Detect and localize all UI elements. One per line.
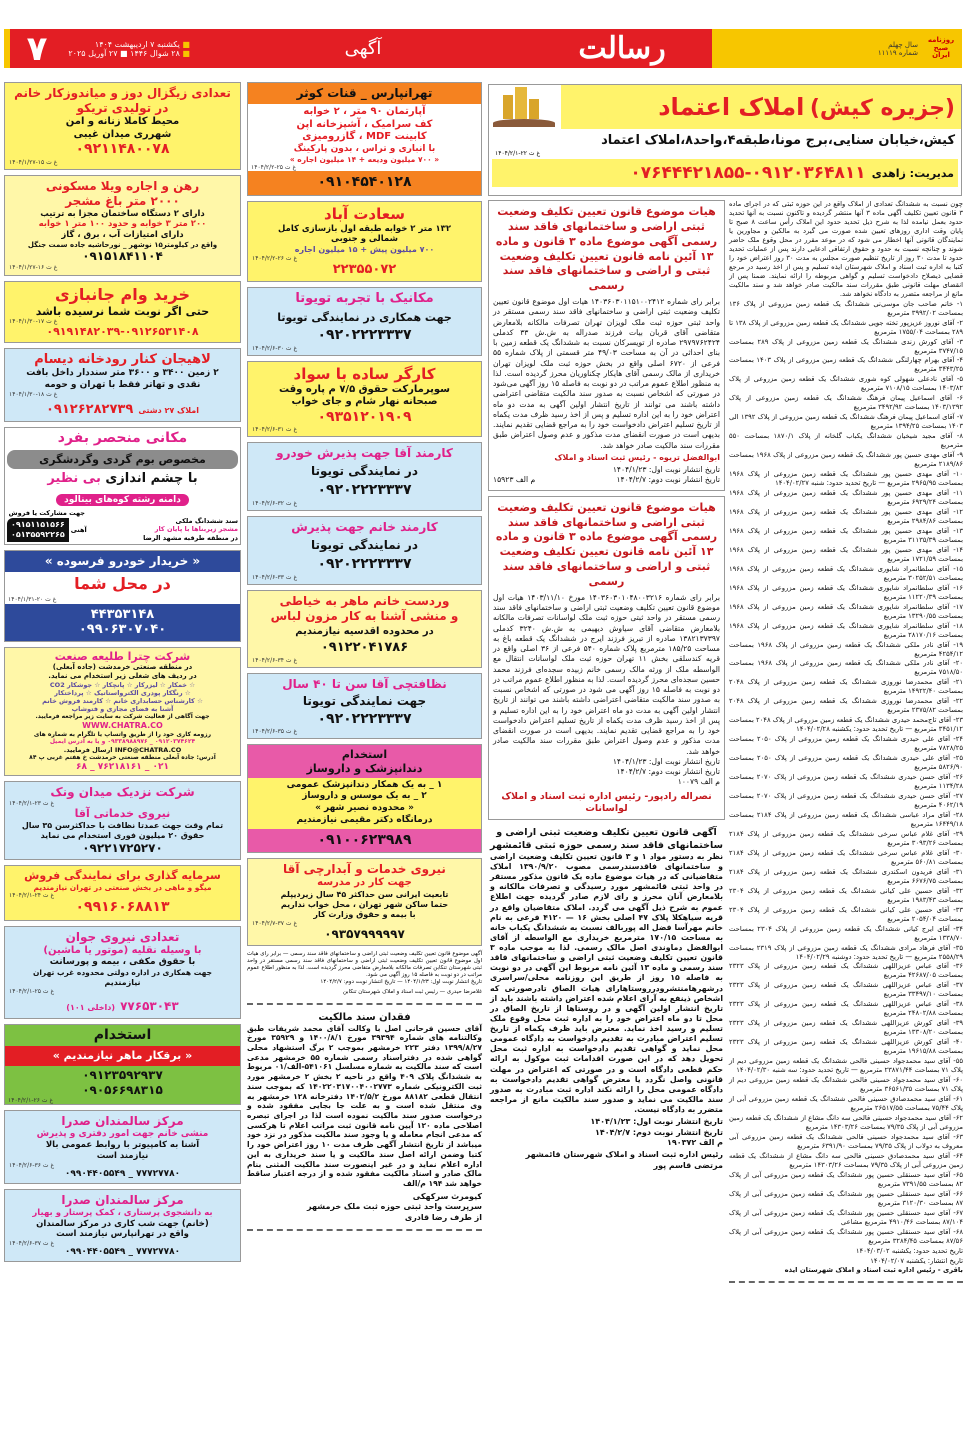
ad-sadra-nurse: مرکز سالمندان صدرا به دانشجوی پرستاری ، کمک پرستار و بهیار (خانم) جهت شب کاری در مرکز سالمندان واقع در تهرانپارس نیازمند است غ ت ۳۷-۱۴۰۴/۲/۶ ۷۷۷۲۷۷۸۰ _ ۰۹۹۰۴۴۰۵۵۴۹ xyxy=(4,1189,241,1262)
notice-item: ۱۰- آقای مهدی حسین پور ششدانگ یک قطعه زمین مزروعی از پلاک ۱۹۶۸ بمساحت ۲۹۶۵/۹۵ مترمربع — تاریخ تحدید حدود: شنبه ۱۴۰۴/۰۲/۲۷ xyxy=(729,470,963,488)
masthead xyxy=(4,29,962,68)
ad-saadatabad: سعادت آباد ۱۳۲ متر ۲ خوابه طبقه اول بازسازی کامل شمالی و جنوبی ۷۰۰ میلیون پیش + ۱۵ میلیون اجاره غ ت ۲۶-۱۴۰۴/۲/۲ ۲۲۳۵۵۰۷۲ xyxy=(247,201,482,282)
notice-title: فقدان سند مالکیت xyxy=(318,1011,411,1023)
ad-code: غ ت ۲۴-۱۴۰۴/۲/۱ xyxy=(9,891,55,899)
notice-item: ۶۳- آقای سید محمدجواد حسینی فالحی ششدانگ یک قطعه زمین مزروعی آبی معروف به دولاب از پلاک ۷۹/۳۵ بمساحت ۶۳۹۱/۹۰ مترمربع xyxy=(729,1132,963,1150)
date-persian: ■ یکشنبه ۷ اردیبهشت ۱۴۰۴ xyxy=(64,40,190,49)
notice-item: ۱۸- آقای سلطانمراد شایوری ششدانگ یک قطعه زمین مزروعی از پلاک ۱۹۶۸ بمساحت ۲۸۱۷۰/۱۶ مترمربع xyxy=(729,621,963,639)
notice-item: ۲۷- آقای حسن حیدری ششدانگ یک قطعه زمین مزروعی از پلاک ۲۰۷۰ بمساحت ۴۰۶۲/۱۹ مترمربع xyxy=(729,792,963,809)
ad-toyota-cleaner: نظافتچی آقا سن تا ۴۰ سال جهت نمایندگی تویوتا ۰۹۲۰۲۲۲۳۳۳۷ غ ت ۳۵-۱۴۰۴/۲/۶ xyxy=(247,673,482,740)
phone: ۰۹۱۰۴۵۴۰۱۲۸ xyxy=(248,171,481,195)
notice-item: ۱۱- آقای مهدی حسین پور ششدانگ یک قطعه زمین مزروعی از پلاک ۱۹۶۸ بمساحت ۶۹۲۹/۲۴ مترمربع xyxy=(729,489,963,506)
notice-item: ۶۶- آقای سید حسنقلی حسین پور ششدانگ یک قطعه زمین مزروعی آبی از پلاک ۸۷ بمساحت ۳۱۲۰/۳۰ مترمربع xyxy=(729,1189,963,1207)
banner-title: املاک اعتماد xyxy=(658,93,805,121)
ad-code: غ ت ۳۰-۱۴۰۴/۲/۶ xyxy=(252,344,298,352)
notice-item: ۳۵- آقای فرهاد مرادی ششدانگ یک قطعه زمین مزروعی از پلاک ۲۳۱۹ بمساحت ۲۵۵۸/۲۹ مترمربع — تاریخ تحدید حدود: دوشنبه ۱۴۰۴/۰۲/۲۹ xyxy=(729,943,963,961)
banner-phones: ۰۷۶۴۴۴۲۱۸۵۵-۰۹۱۲۰۳۶۴۸۱۱ xyxy=(630,163,866,184)
notice-item: ۷- آقای اسماعیل پیمان فرهنگ ششدانگ یک قطعه زمین مزروعی از پلاک ۱۳۹۲ الی ۱۴۰۳ بمساحت ۱۳۹۴/۲۵ مترمربع xyxy=(729,413,963,431)
newspaper-logo: رسالت xyxy=(532,29,712,68)
phone: ۰۹۲۰۲۲۲۳۳۳۷ xyxy=(317,327,412,344)
issue-info xyxy=(712,29,962,68)
notice-item: ۳۴- آقای ایرج کیانی ششدانگ یک قطعه زمین مزروعی از پلاک ۲۳۰۴ بمساحت ۱۳۳۸/۷۰ مترمربع xyxy=(729,924,963,942)
notice-item: ۸- آقای مجید شیخیان ششدانگ یکباب گلخانه از پلاک ۱۸۷۰/۱ بمساحت ۵۵۰ مترمربع xyxy=(729,432,963,450)
ad-seafood-investment: سرمایه گذاری برای نمایندگی فروش میگو و ماهی در بخش صنعتی در تهران نیازمندیم غ ت ۲۴-۱۴۰۴/۲/۱ ۰۹۹۱۶۰۶۸۸۱۳ xyxy=(4,865,241,921)
notice-item: ۲۲- آقای محمدرضا نوروزی ششدانگ یک قطعه زمین مزروعی از پلاک ۲۰۴۸ بمساحت ۲۳۷۵/۸۲ مترمربع xyxy=(729,697,963,715)
ad-code: غ ت ۲۶-۱۴۰۴/۲/۲ xyxy=(252,254,298,262)
notice-title: آگهی قانون تعیین تکلیف وضعیت ثبتی اراضی و ساختمانهای فاقد سند رسمی حوزه ثبتی قائمشهر xyxy=(490,827,723,851)
phone: ۰۵۱۳۵۵۹۲۲۶۵ xyxy=(11,529,65,539)
ad-toyota-mechanic: مکانیک با تجربه تویوتا جهت همکاری در نمایندگی تویوتا ۰۹۲۰۲۲۲۳۳۳۷ غ ت ۳۰-۱۴۰۴/۲/۶ xyxy=(247,287,482,356)
notice-item: ۶۴- آقای سید محمدصادق حسینی فالحی سه دانگ مشاع از ششدانگ یک قطعه زمین مزروعی آبی از پلاک ۷۹/۳۵ بمساحت ۱۴۳۰۳/۲۶ مترمربع xyxy=(729,1151,963,1169)
notice-items xyxy=(729,300,963,1246)
ad-ecotourism: مکانی منحصر بفرد مخصوص بوم گردی وگردشگری با چشم اندازی بی نظیر دامنه رشته کوه‌های بینالود سند ششدانگ ملکی مشجر زیربناها با پایان کار در منطقه طرقبه مشهد الرضا جهت مشارکت یا فروش آهنی ۰۹۱۵۱۱۵۱۵۶۶ ۰۵۱۳۵۵۹۲۲۶۵ xyxy=(4,427,241,545)
phone: ۰۹۱۹۱۴۸۲۰۳۹-۰۹۱۲۶۵۳۱۴۰۸ xyxy=(46,325,199,339)
phone: ۰۹۱۲۲۰۴۱۷۸۶ xyxy=(320,640,409,656)
notice-item: ۶۵- آقای سید حسنقلی حسین پور ششدانگ یک قطعه زمین مزروعی آبی از پلاک ۸۲ بمساحت ۷۳۹۱/۵۵ مترمربع xyxy=(729,1170,963,1188)
notice-item: ۱۲- آقای مهدی حسین پور ششدانگ یک قطعه زمین مزروعی از پلاک ۱۹۶۸ بمساحت ۲۹۸۴/۸۶ مترمربع xyxy=(729,507,963,525)
banner-title-prefix: (جزیره کیش) xyxy=(809,96,955,121)
notice-intro: چون نسبت به ششدانگ تعدادی از املاک واقع در این حوزه ثبتی که در اجرای ماده ۳ قانون تعیین تکلیف آگهی ماده ۳ آنها منتشر گردیده و تاکنون نسبت به آنها تحدید حدود بعمل نیامده لذا به شرح ذیل تحدید حدود این املاک رأس ساعت ۸ صبح تا پایان وقت اداری روزهای تعیین شده صورت می گیرد به مالکین و مجاورین یا نمایندگان قانونی آنها اخطار می شود که در موعد مقرر در محل وقوع ملک حاضر شوند و چنانچه نسبت به حدود و حقوق ارتفاقی ادعایی دارند پس از عملیات تحدید حدود تا مدت ۳۰ روز از تاریخ تنظیم صورت مجلس به مدت ۳۰ روز اعتراض خود را کتبا به اداره ثبت اسناد و املاک شهرستان ایذه تسلیم و پس از اخذ رسید در مرجع قضایی ذیصلاح دادخواست تسلیم و گواهی مربوطه را ارائه نمایند. ضمنا پس از انقضای مهلت قانونی طبق مقررات سند مالکیت صادر خواهد شد و سند مالکیت مانع از مراجعه متضرر به دادگاه نخواهد شد. xyxy=(729,200,963,298)
date-hijri-gregorian: ■ ۲۸ شوال ۱۴۴۶ ■ ۲۷ آوریل ۲۰۲۵ xyxy=(64,49,190,58)
phone: ۰۹۹۱۶۰۶۸۸۱۳ xyxy=(75,899,170,916)
ad-tehranpars-apartment: تهرانپارس _ قنات کوثر آپارتمان ۹۰ متر ، ۲ خوابه کف سرامیک ، آشپزخانه اپن کابینت MDF ، گازرومیزی با انباری و تراس ، بدون پارکینگ « ۷۰۰ میلیون ودیعه + ۱۴ میلیون اجاره » غ ت ۲۵-۱۴۰۴/۲/۲ ۰۹۱۰۴۵۴۰۱۲۸ xyxy=(247,82,482,196)
phone: ۰۹۱۵۱۸۴۱۱۰۴ xyxy=(82,249,163,264)
email-link[interactable]: INFO@CHATRA.CO ارسال فرمایید. xyxy=(63,745,182,754)
ad-kish-etemad-realestate xyxy=(488,84,962,196)
ad-young-workforce: تعدادی نیروی جوان با وسیله نقلیه (موتور یا ماشین) با حقوق مکفی ، بیمه و پورسانت جهت همکاری در اداره دولتی محدوده غرب تهران نیازمندیم غ ت ۲۵-۱۴۰۴/۲/۱ ۷۷۶۵۳۰۴۳ (داخلی ۱۰۱) xyxy=(4,926,241,1019)
ad-code: غ ت ۲۵-۱۴۰۴/۲/۲ xyxy=(251,164,297,172)
notice-item: ۵- آقای نادعلی شهولی کوه شوری ششدانگ یک قطعه زمین مزروعی از پلاک ۱۴۰۳/۸۲ بمساحت ۷۱۰۸/۱۵ مترمربع xyxy=(729,375,963,393)
phone: ۷۷۶۵۳۰۴۳ xyxy=(120,998,179,1013)
ad-dentist-pharmacist: استخدام دندانپزشک و داروساز ۱ _ به یک همکار دندانپزشک عمومی ۲ _ به یک موسس و داروساز « محدوده نصیر شهر » درمانگاه دکتر مقیمی نیازمندیم ۰۹۱۰۰۶۲۳۹۸۹ xyxy=(247,744,482,853)
ad-code: غ ت ۲۲-۱۴۰۴/۲/۱ xyxy=(495,149,541,157)
phone: ۰۹۳۵۱۲۰۱۹۰۹ xyxy=(317,408,412,425)
column-1 xyxy=(4,82,241,1267)
notice-item: ۳۹- آقای کورش عزیزاللهی ششدانگ یک قطعه زمین مزروعی از پلاک ۲۳۲۳ بمساحت ۱۳۳۰۸/۲۰ مترمربع xyxy=(729,1019,963,1037)
ad-electrician: استخدام « برقکار ماهر نیازمندیم » ۰۹۱۲۳۵۹۲۹۳۷ ۰۹۰۵۶۶۹۸۳۱۵ غ ت ۲۶-۱۴۰۴/۲/۱ xyxy=(4,1024,241,1105)
ad-code: غ ت ۱۶-۱۴۰۴/۱/۲۷ xyxy=(9,264,58,272)
section-title: آگهی xyxy=(194,29,532,68)
ad-code: غ ت ۳۶-۱۴۰۴/۲/۶ xyxy=(9,1161,55,1169)
column-4-boundary-notice: چون نسبت به ششدانگ تعدادی از املاک واقع در این حوزه ثبتی که در اجرای ماده ۳ قانون تعیین تکلیف آگهی ماده ۳ آنها منتشر گردیده و تاکنون نسبت به آنها تحدید حدود بعمل نیامده لذا به شرح ذیل تحدید حدود این املاک رأس ساعت ۸ صبح تا پایان وقت اداری روزهای تعیین شده صورت می گیرد به مالکین و مجاورین یا نمایندگان قانونی آنها اخطار می شود که در موعد مقرر در محل وقوع ملک حاضر شوند و چنانچه نسبت به حدود و حقوق ارتفاقی ادعایی دارند پس از عملیات تحدید حدود تا مدت ۳۰ روز از تاریخ تنظیم صورت مجلس به مدت ۳۰ روز اعتراض خود را کتبا به اداره ثبت اسناد و املاک شهرستان ایذه تسلیم و پس از اخذ رسید در مرجع قضایی ذیصلاح دادخواست تسلیم و گواهی مربوطه را ارائه نمایند. ضمنا پس از انقضای مهلت قانونی طبق مقررات سند مالکیت صادر خواهد شد و سند مالکیت مانع از مراجعه متضرر به دادگاه نخواهد شد. ۱- خانم صاحب جان موسی‌نی ششدانگ یک قطعه زمین مزروعی از پلاک ۱۳۶ بمساحت ۳۹۹۲/۰۲ مترمربع ۲- آقای نوروز عزیزپور تخته جویی ششدانگ یک قطعه زمین مزروعی از پلاک ۱۳۸ تا ۲۸۹ بمساحت ۱۷۵۵/۰۴ مترمربع ۳- آقای کورش زندی ششدانگ یک قطعه زمین مزروعی از پلاک ۲۸۹ بمساحت ۳۷۴۷/۱۵ مترمربع ۴- آقای بهرام چهارلنگی ششدانگ یک قطعه زمین مزروعی از پلاک ۱۴۰۳ بمساحت ۳۴۴۳/۲۵ مترمربع ۵- آقای نادعلی شهولی کوه شوری ششدانگ یک قطعه زمین مزروعی از پلاک ۱۴۰۳/۸۲ بمساحت ۷۱۰۸/۱۵ مترمربع ۶- آقای اسماعیل پیمان فرهنگ ششدانگ یک قطعه زمین مزروعی از پلاک ۱۴۰۳/۱۳۹۲ بمساحت ۳۴۹۲/۹۲ مترمربع ۷- آقای اسماعیل پیمان فرهنگ ششدانگ یک قطعه زمین مزروعی از پلاک ۱۳۹۲ الی ۱۴۰۳ بمساحت ۱۳۹۴/۲۵ مترمربع ۸- آقای مجید شیخیان ششدانگ یکباب گلخانه از پلاک ۱۸۷۰/۱ بمساحت ۵۵۰ مترمربع ۹- آقای مهدی حسین پور ششدانگ یک قطعه زمین مزروعی از پلاک ۱۹۶۸ بمساحت ۲۱۸۹/۸۶ مترمربع ۱۰- آقای مهدی حسین پور ششدانگ یک قطعه زمین مزروعی از پلاک ۱۹۶۸ بمساحت ۲۹۶۵/۹۵ مترمربع — تاریخ تحدید حدود: شنبه ۱۴۰۴/۰۲/۲۷ ۱۱- آقای مهدی حسین پور ششدانگ یک قطعه زمین مزروعی از پلاک ۱۹۶۸ بمساحت ۶۹۲۹/۲۴ مترمربع ۱۲- آقای مهدی حسین پور ششدانگ یک قطعه زمین مزروعی از پلاک ۱۹۶۸ بمساحت ۲۹۸۴/۸۶ مترمربع ۱۳- آقای مهدی حسین پور ششدانگ یک قطعه زمین مزروعی از پلاک ۱۹۶۸ بمساحت ۳۱۱۳۵/۳۹ مترمربع ۱۴- آقای مهدی حسین پور ششدانگ یک قطعه زمین مزروعی از پلاک ۱۹۶۸ بمساحت ۱۷۲۱/۵۹ مترمربع ۱۵- آقای سلطانمراد شایوری ششدانگ یک قطعه زمین مزروعی از پلاک ۱۹۶۸ بمساحت ۳۰۲۵۲/۵۱ مترمربع ۱۶- آقای سلطانمراد شایوری ششدانگ یک قطعه زمین مزروعی از پلاک ۱۹۶۸ بمساحت ۱۱۲۲۰/۳۹ مترمربع ۱۷- آقای سلطانمراد شایوری ششدانگ یک قطعه زمین مزروعی از پلاک ۱۹۶۸ بمساحت ۱۳۲۹۰/۵۵ مترمربع ۱۸- آقای سلطانمراد شایوری ششدانگ یک قطعه زمین مزروعی از پلاک ۱۹۶۸ بمساحت ۲۸۱۷۰/۱۶ مترمربع ۱۹- آقای نادر ملکی ششدانگ یک قطعه زمین مزروعی از پلاک ۱۹۶۸ بمساحت ۴۲۵۴/۱۲ مترمربع ۲۰- آقای نادر ملکی ششدانگ یک قطعه زمین مزروعی از پلاک ۱۹۶۸ بمساحت ۷۵۱۸/۵۰ مترمربع ۲۱- آقای محمدرضا نوروزی ششدانگ یک قطعه زمین مزروعی از پلاک ۲۰۴۸ بمساحت ۱۴۹۲۲/۴۰ مترمربع ۲۲- آقای محمدرضا نوروزی ششدانگ یک قطعه زمین مزروعی از پلاک ۲۰۴۸ بمساحت ۲۳۷۵/۸۲ مترمربع ۲۳- آقای تاج‌محمد حیدری ششدانگ یک قطعه زمین مزروعی از پلاک ۲۰۴۸ بمساحت ۳۴۵۱/۱۲ مترمربع — تاریخ تحدید حدود: یکشنبه ۱۴۰۴/۰۲/۲۸ ۲۴- آقای علی حیدری ششدانگ یک قطعه زمین مزروعی از پلاک ۲۰۵۰ بمساحت ۷۸۲۸/۲۵ مترمربع ۲۵- آقای علی حیدری ششدانگ یک قطعه زمین مزروعی از پلاک ۲۰۵۰ بمساحت ۵۸۲۶/۹۰ مترمربع ۲۶- آقای حسن حیدری ششدانگ یک قطعه زمین مزروعی از پلاک ۲۰۷۰ بمساحت ۱۱۳۴/۲۸ مترمربع ۲۷- آقای حسن حیدری ششدانگ یک قطعه زمین مزروعی از پلاک ۲۰۷۰ بمساحت ۴۰۶۲/۱۹ مترمربع ۲۸- آقای مراد عباسی ششدانگ یک قطعه زمین مزروعی از پلاک ۲۱۸۴ بمساحت ۱۶۴۴۹/۱۸ مترمربع ۲۹- آقای غلام عباس سرخی ششدانگ یک قطعه زمین مزروعی از پلاک ۲۱۸۴ بمساحت ۳۰۹۳/۲۶ مترمربع ۳۰- آقای غلام عباس سرخی ششدانگ یک قطعه زمین مزروعی از پلاک ۲۱۸۴ بمساحت ۵۶۰/۸۱ مترمربع ۳۱- آقای فریدون اسکندری ششدانگ یک قطعه زمین مزروعی از پلاک ۲۱۸۴ بمساحت ۶۶۷۶/۷۵ مترمربع ۳۲- آقای حسین علی کیانی ششدانگ یک قطعه زمین مزروعی از پلاک ۲۳۰۴ بمساحت ۱۹۸۳/۴۳ مترمربع ۳۳- آقای حسین علی کیانی ششدانگ یک قطعه زمین مزروعی از پلاک ۲۳۰۴ بمساحت ۲۰۵۴/۰۴ مترمربع ۳۴- آقای ایرج کیانی ششدانگ یک قطعه زمین مزروعی از پلاک ۲۳۰۴ بمساحت ۱۳۳۸/۷۰ مترمربع ۳۵- آقای فرهاد مرادی ششدانگ یک قطعه زمین مزروعی از پلاک ۲۳۱۹ بمساحت ۲۵۵۸/۲۹ مترمربع — تاریخ تحدید حدود: دوشنبه ۱۴۰۴/۰۲/۲۹ ۳۶- آقای عباس عزیزاللهی ششدانگ یک قطعه زمین مزروعی از پلاک ۲۳۲۳ بمساحت ۴۲۶۸۷/۰۵ مترمربع ۳۷- آقای عباس عزیزاللهی ششدانگ یک قطعه زمین مزروعی از پلاک ۲۳۲۳ بمساحت ۳۳۴۹۷/۱۰ مترمربع ۳۸- آقای عباس عزیزاللهی ششدانگ یک قطعه زمین مزروعی از پلاک ۲۳۲۳ بمساحت ۲۴۸۰۲/۸۸ مترمربع ۳۹- آقای کورش عزیزاللهی ششدانگ یک قطعه زمین مزروعی از پلاک ۲۳۲۳ بمساحت ۱۳۳۰۸/۲۰ مترمربع ۴۰- آقای کورش عزیزاللهی ششدانگ یک قطعه زمین مزروعی از پلاک ۲۳۲۳ بمساحت ۱۹۶۱۵/۸۸ مترمربع ۵۵- آقای سید محمدجواد حسینی فالحی ششدانگ یک قطعه زمین مزروعی دیم از پلاک ۷۱ بمساحت ۲۳۸۷۱/۴۴ مترمربع — تاریخ تحدید حدود: سه شنبه ۱۴۰۴/۰۲/۳۰ ۶۰- آقای سید محمدجواد حسینی فالحی ششدانگ یک قطعه زمین مزروعی دیم از پلاک ۷۱ بمساحت ۳۶۵۶۱/۳۵ مترمربع ۶۱- آقای سید محمدصادق حسینی فالحی ششدانگ یک قطعه زمین مزروعی آبی از پلاک ۷۵/۴۴ بمساحت ۲۶۵۱۷/۵۵ مترمربع ۶۲- آقای سید محمدجواد حسینی فالحی سه دانگ مشاع از ششدانگ یک قطعه زمین مزروعی آبی از پلاک ۷۹/۳۵ بمساحت ۱۴۳۰۳/۲۶ مترمربع ۶۳- آقای سید محمدجواد حسینی فالحی ششدانگ یک قطعه زمین مزروعی آبی معروف به دولاب از پلاک ۷۹/۳۵ بمساحت ۶۳۹۱/۹۰ مترمربع ۶۴- آقای سید محمدصادق حسینی فالحی سه دانگ مشاع از ششدانگ یک قطعه زمین مزروعی آبی از پلاک ۷۹/۳۵ بمساحت ۱۴۳۰۳/۲۶ مترمربع ۶۵- آقای سید حسنقلی حسین پور ششدانگ یک قطعه زمین مزروعی آبی از پلاک ۸۲ بمساحت ۷۳۹۱/۵۵ مترمربع ۶۶- آقای سید حسنقلی حسین پور ششدانگ یک قطعه زمین مزروعی آبی از پلاک ۸۷ بمساحت ۳۱۲۰/۳۰ مترمربع ۶۷- آقای سید حسنقلی حسین پور ششدانگ یک قطعه زمین مزروعی آبی از پلاک ۸۷/۱۰۴ بمساحت ۴۹۱۰/۴۶ مترمربع مشاعی ۶۸- آقای سید حسنقلی حسین پور ششدانگ یک قطعه زمین مزروعی آبی از پلاک ۸۷/۵۶ بمساحت ۳۲۸۴/۴۵ مترمربع تاریخ تحدید حدود: یکشنبه ۱۴۰۴/۰۳/۰۲ تاریخ انتشار: یکشنبه ۱۴۰۴/۰۲/۰۷ باقری - رئیس اداره ثبت اسناد و املاک شهرستان ایذه xyxy=(729,200,963,1289)
phone: ۰۹۲۱۱۴۸۰۰۷۸ xyxy=(75,141,170,157)
notice-item: ۲۹- آقای غلام عباس سرخی ششدانگ یک قطعه زمین مزروعی از پلاک ۲۱۸۴ بمساحت ۳۰۹۳/۲۶ مترمربع xyxy=(729,829,963,847)
ad-villa-rent: رهن و اجاره ویلا مسکونی ۲۰۰۰ متر باغ مشجر دارای ۲ دستگاه ساختمان مجزا به ترتیب ۲۰۰ متر ۳ خوابه و حدود ۱۰۰ متر ۱ خوابه دارای امتیازات آب ، برق ، گاز واقع در کیلومتر۱۵ نوشهر _ نورحاشیه جاده سمت جنگل ۰۹۱۵۱۸۴۱۱۰۴ غ ت ۱۶-۱۴۰۴/۱/۲۷ xyxy=(4,175,241,276)
notice-item: ۱- خانم صاحب جان موسی‌نی ششدانگ یک قطعه زمین مزروعی از پلاک ۱۳۶ بمساحت ۳۹۹۲/۰۲ مترمربع xyxy=(729,299,963,317)
issue-number: شماره ۱۱۱۱۹ xyxy=(877,48,918,57)
ad-old-car-buyer: « خریدار خودرو فرسوده » در محل شما غ ت ۲۰-۱۴۰۴/۱/۳۱ ۴۴۳۵۳۱۴۸ ۰۹۹۰۶۳۰۷۰۴۰ xyxy=(4,550,241,641)
website-link[interactable]: WWW.CHATRA.CO xyxy=(82,720,163,730)
column-3 xyxy=(488,200,725,1173)
notice-item: ۴- آقای بهرام چهارلنگی ششدانگ یک قطعه زمین مزروعی از پلاک ۱۴۰۳ بمساحت ۳۴۴۳/۲۵ مترمربع xyxy=(729,356,963,374)
ad-code: غ ت ۳۷-۱۴۰۴/۲/۶ xyxy=(9,1239,55,1247)
phone: ۰۹۳۵۷۹۹۹۹۹۷ xyxy=(324,926,405,941)
notice-item: ۶۲- آقای سید محمدجواد حسینی فالحی سه دانگ مشاع از ششدانگ یک قطعه زمین مزروعی آبی از پلاک ۷۹/۳۵ بمساحت ۱۴۳۰۳/۲۶ مترمربع xyxy=(729,1113,963,1131)
notice-item: ۳۷- آقای عباس عزیزاللهی ششدانگ یک قطعه زمین مزروعی از پلاک ۲۳۲۳ بمساحت ۳۳۴۹۷/۱۰ مترمربع xyxy=(729,981,963,999)
notice-item: ۶۸- آقای سید حسنقلی حسین پور ششدانگ یک قطعه زمین مزروعی آبی از پلاک ۸۷/۵۶ بمساحت ۳۲۸۴/۴۵ مترمربع xyxy=(729,1227,963,1245)
notice-item: ۳- آقای کورش زندی ششدانگ یک قطعه زمین مزروعی از پلاک ۲۸۹ بمساحت ۳۷۴۷/۱۵ مترمربع xyxy=(729,337,963,355)
notice-item: ۲۴- آقای علی حیدری ششدانگ یک قطعه زمین مزروعی از پلاک ۲۰۵۰ بمساحت ۷۸۲۸/۲۵ مترمربع xyxy=(729,735,963,753)
notice-item: ۵۵- آقای سید محمدجواد حسینی فالحی ششدانگ یک قطعه زمین مزروعی دیم از پلاک ۷۱ بمساحت ۲۳۸۷۱/۴۴ مترمربع — تاریخ تحدید حدود: سه شنبه ۱۴۰۴/۰۲/۳۰ xyxy=(729,1057,963,1075)
ad-sadra-secretary: مرکز سالمندان صدرا منشی خانم جهت امور دفتری و پذیرش آشنا به کامپیوتر با روابط عمومی بالا نیازمند است غ ت ۳۶-۱۴۰۴/۲/۶ ۷۷۷۲۷۷۸۰ _ ۰۹۹۰۴۴۰۵۵۴۹ xyxy=(4,1110,241,1184)
ad-lahijan-land: لاهیجان کنار رودخانه دیسام ۲ زمین ۳۴۰۰ و ۳۶۰۰ متر سنددار داخل بافت نقدی و تهاتر فقط با تهران و حومه غ ت ۱۸-۱۴۰۴/۱/۳۰ املاک ۲۷ دشتی ۰۹۱۲۶۲۸۲۷۳۹ xyxy=(4,348,241,422)
ad-code: غ ت ۲۵-۱۴۰۴/۲/۱ xyxy=(9,987,55,995)
notice-title: هیات موضوع قانون تعیین تکلیف وضعیت ثبتی اراضی و ساختمانهای فاقد سند رسمی آگهی موضوع ماده ۳ قانون و ماده ۱۳ آئین نامه قانون تعیین تکلیف وضعیت ثبتی و اراضی و ساختمانهای فاقد سند رسمی xyxy=(495,500,718,588)
notice-item: ۳۸- آقای عباس عزیزاللهی ششدانگ یک قطعه زمین مزروعی از پلاک ۲۳۲۳ بمساحت ۲۴۸۰۲/۸۸ مترمربع xyxy=(729,1000,963,1018)
ad-supermarket-worker: کارگر ساده با سواد سوپرمارکت حقوق ۷/۵ م پاره وقت صبحانه نهار شام و جای خواب ۰۹۳۵۱۲۰۱۹۰۹ غ ت ۳۱-۱۴۰۴/۲/۶ xyxy=(247,361,482,437)
phone: ۰۹۱۰۰۶۲۳۹۸۹ xyxy=(248,829,481,853)
ad-code: غ ت ۲۳-۱۴۰۴/۲/۱ xyxy=(9,799,55,807)
brand-label: روزنامه صبح ایران xyxy=(927,35,955,60)
notice-item: ۱۷- آقای سلطانمراد شایوری ششدانگ یک قطعه زمین مزروعی از پلاک ۱۹۶۸ بمساحت ۱۳۲۹۰/۵۵ مترمربع xyxy=(729,602,963,620)
ad-knitting: تعدادی زیگزال دوز و میاندوزکار خانم در تولیدی تریکو محیط کاملا زنانه و امن شهرری میدان غیبی ۰۹۲۱۱۴۸۰۰۷۸ غ ت ۱۵-۱۴۰۴/۱/۲۷ xyxy=(4,82,241,170)
notice-title: هیات موضوع قانون تعیین تکلیف وضعیت ثبتی اراضی و ساختمانهای فاقد سند رسمی آگهی موضوع ماده ۳ قانون و ماده ۱۳ آئین نامه قانون تعیین تکلیف وضعیت ثبتی و اراضی و ساختمانهای فاقد سند رسمی xyxy=(495,205,718,293)
notice-item: ۳۰- آقای غلام عباس سرخی ششدانگ یک قطعه زمین مزروعی از پلاک ۲۱۸۴ بمساحت ۵۶۰/۸۱ مترمربع xyxy=(729,848,963,866)
phone: ۴۴۳۵۳۱۴۸ xyxy=(90,606,155,622)
phone: ۰۹۲۰۲۲۲۳۳۳۷ xyxy=(317,482,412,499)
ad-code: غ ت ۱۷-۱۴۰۴/۱/۳۰ xyxy=(9,318,58,326)
notice-item: ۳۶- آقای عباس عزیزاللهی ششدانگ یک قطعه زمین مزروعی از پلاک ۲۳۲۳ بمساحت ۴۲۶۸۷/۰۵ مترمربع xyxy=(729,962,963,980)
legal-notice-lavizan: هیات موضوع قانون تعیین تکلیف وضعیت ثبتی اراضی و ساختمانهای فاقد سند رسمی آگهی موضوع ماده ۳ قانون و ماده ۱۳ آئین نامه قانون تعیین تکلیف وضعیت ثبتی و اراضی و ساختمانهای فاقد سند رسمی برابر رای شماره ۱۴۰۳۶۰۳۰۱۱۵۱۰۰۲۴۱۲ هیات اول موضوع قانون تعیین تکلیف وضعیت ثبتی اراضی و ساختمانهای فاقد سند رسمی مستقر در واحد ثبتی حوزه ثبت ملک لویزان تهران تصرفات مالکانه بلامعارض متقاضی آقای قربان بیات فرزند صدراله به ش.ش ۳۳ کدملی ۲۹۷۹۷۶۲۴۲۴ صادره از تویسرکان نسبت به ششدانگ یک قطعه زمین با بنای احداثی در آن به مساحت ۴۹/۰۳ متر قسمتی از پلاک شماره ۵۵ فرعی از ۶۷۲۰ اصلی واقع در بخش حوزه ثبت ملک لویزان تهران خریداری از مالک رسمی آقای هایکار چکناوریان محرز گردیده است. لذا به منظور اطلاع عموم مراتب در دو نوبت به فاصله ۱۵ روز آگهی می‌شود در صورتی که اشخاص نسبت به صدور سند مالکیت متقاضی اعتراضی داشته باشند می توانند از تاریخ انتشار اولین آگهی به مدت دو ماه اعتراض خود را به این اداره تسلیم و پس از اخذ رسید ظرف مدت یکماه از تاریخ تسلیم اعتراض دادخواست خود را به مراجع قضایی تقدیم نمایند. بدیهی است در صورت انقضای مدت مذکور و عدم وصول اعتراض طبق مقررات سند مالکیت صادر خواهد شد. ابوالفضل تریوه - رئیس ثبت اسناد و املاک تاریخ انتشار نوبت اول: ۱۴۰۴/۱/۲۳ تاریخ انتشار نوبت دوم: ۱۴۰۴/۲/۷ م الف ۱۵۹۲۳ xyxy=(488,200,725,491)
ad-car-reception-male: کارمند آقا جهت پذیرش خودرو در نمایندگی تویوتا ۰۹۲۰۲۲۲۳۳۳۷ غ ت ۳۲-۱۴۰۴/۲/۶ xyxy=(247,442,482,511)
banner-manager: مدیریت: زاهدی xyxy=(871,166,954,180)
notice-item: ۶۱- آقای سید محمدصادق حسینی فالحی ششدانگ یک قطعه زمین مزروعی آبی از پلاک ۷۵/۴۴ بمساحت ۲۶۵۱۷/۵۵ مترمربع xyxy=(729,1095,963,1112)
phone: ۰۲۱ _ ۷۶۲۱۸۱۶۱ _ ۶۸ xyxy=(76,761,169,772)
notice-item: ۱۵- آقای سلطانمراد شایوری ششدانگ یک قطعه زمین مزروعی از پلاک ۱۹۶۸ بمساحت ۳۰۲۵۲/۵۱ مترمربع xyxy=(729,564,963,582)
legal-notice-lavasanat: هیات موضوع قانون تعیین تکلیف وضعیت ثبتی اراضی و ساختمانهای فاقد سند رسمی آگهی موضوع ماده ۳ قانون و ماده ۱۳ آئین نامه قانون تعیین تکلیف وضعیت ثبتی و اراضی و ساختمانهای فاقد سند رسمی برابر رای شماره ۱۴۰۳۶۰۳۰۱۰۴۸۰۰۳۲۱۶ مورخ ۱۴۰۳/۱۱/۱۰ هیات اول موضوع قانون تعیین تکلیف وضعیت ثبتی اراضی و ساختمانهای فاقد سند رسمی مستقر در واحد ثبتی حوزه ثبت ملک لواسانات تصرفات مالکانه بلامعارض متقاضی آقای سیاوش دیهیمی به ش.ش ۳۲۴۰ کدملی ۱۳۸۲۱۳۷۳۹۷ صادره از تبریز فرزند ایرج در ششدانگ یک قطعه باغ به مساحت ۱۸۵/۲۵ مترمربع پلاک شماره ۵۴۰ فرعی از ۳۶ اصلی واقع در قریه کندسلقی بخش ۱۱ تهران حوزه ثبت ملک لواسانات انتقال مع الواسطه ملک از ورثه مالک رسمی خانم زبیده سجده‌ای فرزند محمد حسین سجده‌ای محرز گردیده است. لذا به منظور اطلاع عموم مراتب در دو نوبت به فاصله ۱۵ روز آگهی می شود در صورتی که اشخاص نسبت به صدور سند مالکیت متقاضی اعتراضی داشته باشند می توانند از تاریخ انتشار اولین آگهی به مدت دو ماه اعتراض خود را به این اداره تسلیم و پس از اخذ رسید ظرف مدت یکماه از تاریخ تسلیم اعتراض دادخواست خود را به مراجع قضایی تقدیم نمایند. بدیهی است در صورت انقضای مدت مذکور و عدم وصول اعتراض طبق مقررات سند مالکیت صادر خواهد شد. تاریخ انتشار نوبت اول: ۱۴۰۴/۱/۲۳ تاریخ انتشار نوبت دوم: ۱۴۰۴/۲/۷ م الف ۱۰۰۷۹ نصراله رادپور- رئیس اداره ثبت اسناد و املاک لواسانات xyxy=(488,496,725,821)
notice-item: ۱۹- آقای نادر ملکی ششدانگ یک قطعه زمین مزروعی از پلاک ۱۹۶۸ بمساحت ۴۲۵۴/۱۲ مترمربع xyxy=(729,640,963,658)
ad-code: غ ت ۳۵-۱۴۰۴/۲/۶ xyxy=(252,728,298,736)
phone: ۰۹۱۵۱۱۵۱۵۶۶ xyxy=(11,519,65,529)
phone: ۰۹۱۲۳۵۹۲۹۳۷ xyxy=(82,1068,163,1083)
ad-code: غ ت ۳۴-۱۴۰۴/۲/۶ xyxy=(252,656,298,664)
notice-item: ۶- آقای اسماعیل پیمان فرهنگ ششدانگ یک قطعه زمین مزروعی از پلاک ۱۴۰۳/۱۳۹۲ بمساحت ۳۴۹۲/۹۲ مترمربع xyxy=(729,394,963,412)
ad-code: غ ت ۲۶-۱۴۰۴/۲/۱ xyxy=(8,1096,54,1104)
legal-notice-tonekabon: آگهی موضوع قانون تعیین تکلیف وضعیت ثبتی اراضی و ساختمانهای فاقد سند رسمی — برابر رای هیات اول موضوع قانون تعیین تکلیف وضعیت ثبتی اراضی و ساختمانهای فاقد سند رسمی مستقر در واحد ثبتی شهرستان تنکابن تصرفات مالکانه بلامعارض متقاضی محرز گردیده است. لذا به منظور اطلاع عموم مراتب در دو نوبت به فاصله ۱۵ روز آگهی می شود. تاریخ انتشار نوبت اول: ۱۴۰۴/۱/۲۳ — تاریخ انتشار نوبت دوم: ۱۴۰۴/۲/۷ غلامرضا حیدری — رئیس ثبت اسناد و املاک شهرستان تنکابن xyxy=(247,950,482,996)
ad-vanak-services: شرکت نزدیک میدان ونک غ ت ۲۳-۱۴۰۴/۲/۱ نیروی خدماتی آقا تمام وقت جهت عمدتا نظافت با حداکثرسن ۳۵ سال حقوق ۲۰ میلیون فوری استخدام می نماید ۰۹۲۲۱۷۲۵۲۷۰ xyxy=(4,781,241,860)
notice-item: ۲۱- آقای محمدرضا نوروزی ششدانگ یک قطعه زمین مزروعی از پلاک ۲۰۴۸ بمساحت ۱۴۹۲۲/۴۰ مترمربع xyxy=(729,678,963,696)
phone: ۰۹۹۰۶۳۰۷۰۴۰ xyxy=(78,622,167,638)
ad-code: غ ت ۳۷-۱۴۰۴/۲/۷ xyxy=(252,919,298,927)
ad-chatra-company: شرکت چترا طلیعه صنعت در منطقه صنعتی خرمدشت (جاده آبعلی) در ردیف های شغلی زیر استخدام می نماید. ☆ خمکار ☆ لیزرکار ☆ پانچکار ☆ جوشکار CO2 ☆ رنگکار پودری الکترواستاتیک ☆ پرداختکار ☆ کارشناس حسابداری خانم ☆ کارمند فروش خانم آشنا به فضای مجازی و فتوشاپ جهت آگاهی از فعالیت شرکت به سایت زیر مراجعه فرمایید. WWW.CHATRA.CO رزومه کاری خود را از طریق واتساپ یا تلگرام به شماره های ۰۹۱۲۰۳۷۴۶۲۴ _ ۰۹۳۳۸۹۸۸۹۷۶ و یا به آدرس ایمیل INFO@CHATRA.CO ارسال فرمایید. آدرس: جاده آبعلی منطقه صنعتی خرمدشت خ هفتم غربی پ ۸۴ ۰۲۱ _ ۷۶۲۱۸۱۶۱ _ ۶۸ xyxy=(4,647,241,776)
notice-item: ۲۶- آقای حسن حیدری ششدانگ یک قطعه زمین مزروعی از پلاک ۲۰۷۰ بمساحت ۱۱۳۴/۲۸ مترمربع xyxy=(729,773,963,791)
phone: ۰۹۲۰۲۲۲۳۳۳۷ xyxy=(317,556,412,573)
phone: ۲۲۳۵۵۰۷۲ xyxy=(332,262,397,277)
phone: ۰۹۲۲۱۷۲۵۲۷۰ xyxy=(82,840,163,855)
ad-code: غ ت ۱۵-۱۴۰۴/۱/۲۷ xyxy=(9,158,58,166)
notice-item: ۳۳- آقای حسین علی کیانی ششدانگ یک قطعه زمین مزروعی از پلاک ۲۳۰۴ بمساحت ۲۰۵۴/۰۴ مترمربع xyxy=(729,905,963,923)
notice-item: ۳۲- آقای حسین علی کیانی ششدانگ یک قطعه زمین مزروعی از پلاک ۲۳۰۴ بمساحت ۱۹۸۳/۴۳ مترمربع xyxy=(729,886,963,904)
ad-code: غ ت ۲۰-۱۴۰۴/۱/۳۱ xyxy=(8,596,57,604)
banner-address: کیش،خیابان سنایی،برج مونا،طبقه۴،واحد۸،املاک اعتماد xyxy=(601,133,955,148)
ad-code: غ ت ۱۸-۱۴۰۴/۱/۳۰ xyxy=(9,390,58,398)
phone: ۰۹۱۲۶۲۸۲۷۳۹ xyxy=(45,402,134,418)
notice-item: ۳۱- آقای فریدون اسکندری ششدانگ یک قطعه زمین مزروعی از پلاک ۲۱۸۴ بمساحت ۶۶۷۶/۷۵ مترمربع xyxy=(729,867,963,885)
notice-item: ۲- آقای نوروز عزیزپور تخته جویی ششدانگ یک قطعه زمین مزروعی از پلاک ۱۳۸ تا ۲۸۹ بمساحت ۱۷۵۵/۰۴ مترمربع xyxy=(729,318,964,336)
notice-item: ۹- آقای مهدی حسین پور ششدانگ یک قطعه زمین مزروعی از پلاک ۱۹۶۸ بمساحت ۲۱۸۹/۸۶ مترمربع xyxy=(729,451,963,469)
ad-code: غ ت ۳۲-۱۴۰۴/۲/۶ xyxy=(252,499,298,507)
legal-notice-lost-deed: فقدان سند مالکیت آقای حسین فرحانی اصل با وکالت آقای محمد شریفات طبق وکالتنامه های شماره ۳۹۳۹۴ مورخ ۱۴۰۰/۸/۱ و ۳۵۹۲۹ مورخ ۱۳۹۹/۸/۲۷ دفتر ۲۲۳ خرمشهر بموجب ۲ برگ استشهاد محلی گواهی شده در دفتراسناد رسمی شماره ۵۵ خرمشهر مدعی است که سند مالکیت به شماره مسلسل ۵۴۱۰۶۱-الف/۰۱ مربوط به ششدانگ پلاک ۴۰۹ واقع در ناحیه ۲ بخش ۲ خرمشهر مورد ثبت الکترونیکی شماره ۱۴۰۲۲۰۳۱۷۰۰۴۰۰۲۷۷۳ که بموجب سند انتقال قطعی ۸۸۱۸۲ مورخ ۱۴۰۲/۵/۲ دفترخانه ۱۲۸ خرمشهر به وی منتقل شده است و به علت جا بجایی مفقود شده و درخواست صدور سند مالکیت نموده است لذا در اجرای تبصره اصلاحی ماده ۱۲۰ آیین نامه قانون ثبت مراتب اعلام تا هرکسی که مدعی انجام معامله و یا وجود سند مالکیت مذکور در نزد خود میباشد از تاریخ انتشار آگهی ظرف مدت ۱۰ روز اعتراض خود را کتبا وضمن ارائه اصل سند مالکیت و یا سند خریداری به این اداره اعلام نماید و در غیر اینصورت سند مالکیت المثنی بنام مالک صادر و اسناد مالکیت مفقود شده و از درجه اعتبار ساقط خواهد شد ۱۹۴ م/الف کیومرث سرکهکی سرپرست واحد ثبتی حوزه ثبت ملک خرمشهر از طرف رضا قادری xyxy=(247,1011,483,1222)
notice-item: ۲۰- آقای نادر ملکی ششدانگ یک قطعه زمین مزروعی از پلاک ۱۹۶۸ بمساحت ۷۵۱۸/۵۰ مترمربع xyxy=(729,659,963,677)
notice-item: ۴۰- آقای کورش عزیزاللهی ششدانگ یک قطعه زمین مزروعی از پلاک ۲۳۲۳ بمساحت ۱۹۶۱۵/۸۸ مترمربع xyxy=(729,1038,963,1056)
notice-item: ۶۰- آقای سید محمدجواد حسینی فالحی ششدانگ یک قطعه زمین مزروعی دیم از پلاک ۷۱ بمساحت ۳۶۵۶۱/۳۵ مترمربع xyxy=(729,1076,963,1094)
page-number: ۷ xyxy=(4,29,64,68)
notice-item: ۲۳- آقای تاج‌محمد حیدری ششدانگ یک قطعه زمین مزروعی از پلاک ۲۰۴۸ بمساحت ۳۴۵۱/۱۲ مترمربع — تاریخ تحدید حدود: یکشنبه ۱۴۰۴/۰۲/۲۸ xyxy=(729,716,963,734)
building-logo-icon xyxy=(489,85,561,129)
phone: ۰۹۰۵۶۶۹۸۳۱۵ xyxy=(82,1082,163,1097)
ad-tailor-assistant: وردست خانم ماهر به خیاطی و منشی آشنا به کار مزون لباس در محدوده اقدسیه نیازمندیم ۰۹۱۲۲۰۴۱۷۸۶ غ ت ۳۴-۱۴۰۴/۲/۶ xyxy=(247,590,482,668)
notice-item: ۱۴- آقای مهدی حسین پور ششدانگ یک قطعه زمین مزروعی از پلاک ۱۹۶۸ بمساحت ۱۷۲۱/۵۹ مترمربع xyxy=(729,545,963,563)
notice-item: ۲۸- آقای مراد عباسی ششدانگ یک قطعه زمین مزروعی از پلاک ۲۱۸۴ بمساحت ۱۶۴۴۹/۱۸ مترمربع xyxy=(729,810,963,828)
issue-year: سال چهلم xyxy=(888,40,918,49)
notice-item: ۶۷- آقای سید حسنقلی حسین پور ششدانگ یک قطعه زمین مزروعی آبی از پلاک ۸۷/۱۰۴ بمساحت ۴۹۱۰/۴۶ مترمربع مشاعی xyxy=(729,1208,963,1226)
legal-notice-ghaemshahr: آگهی قانون تعیین تکلیف وضعیت ثبتی اراضی و ساختمانهای فاقد سند رسمی حوزه ثبتی قائمشهر نظر به دستور مواد ۱ و ۳ قانون تعیین تکلیف وضعیت اراضی و ساختمانهای فاقدسندرسمی مصوب ۱۳۹۰/۹/۲۰ املاک متقاضیانی که در هیات موضوع ماده یک قانون مذکور مستقر در واحد ثبتی قائمشهر مورد رسیدگی و تصرفات مالکانه و بلامعارض آنان محرز و رای لازم صادر گردیده جهت اطلاع عموم به شرح ذیل آگهی می گردد. املاک متقاضیان واقع در قریه سیاهکلا پلاک ۴۷ اصلی بخش ۱۶ — ۴۱۲۰ فرعی به نام خانم مهرآسا فضل اله پوربالف نسبت به ششدانگ یکباب خانه به مساحت ۱۷۰/۱۵ مترمربع خریداری مع الواسطه از آقای ابوالفضل دماوندی اصل مالک رسمی. لذا به موجب ماده ۳ قانون تعیین تکلیف وضعیت ثبتی اراضی و ساختمانهای فاقد سند رسمی و ماده ۱۳ آئین نامه مربوط این آگهی در دو نوبت به فاصله ۱۵ روز از طریق این روزنامه محلی/سراسری درشهرهامنتشرودرروستاهارای هیات الصاق تادرصورتی که اشخاص ذینفع به آرای اعلام شده اعتراض داشته باشند باید از تاریخ انتشار اولین آگهی و در روستاها از تاریخ الصاق در محل تا دو ماه اعتراض خود را به اداره ثبت محل وقوع ملک تسلیم و رسید اخذ نماید. معترض باید ظرف یکماه از تاریخ تسلیم اعتراض مبادرت به تقدیم دادخواست به دادگاه عمومی محل نماید و گواهی تقدیم دادخواست به اداره ثبت محل تحویل دهد که در این صورت اقدامات ثبت موکول به ارائه حکم قطعی دادگاه است و در صورتی که اعتراض در مهلت قانونی واصل نگردد یا معترض گواهی تقدیم دادخواست به دادگاه عمومی محل را ارائه نکند اداره ثبت مبادرت به صدور سند مالکیت می نماید و صدور سند مالکیت مانع از مراجعه متضرر به دادگاه نیست. تاریخ انتشار نوبت اول: ۱۴۰۴/۱/۲۳ تاریخ انتشار نوبت دوم: ۱۴۰۴/۲/۷ م الف ۱۹۰۳۷۲ رئیس اداره ثبت اسناد و املاک شهرستان قائمشهر مرتضی قاسم پور xyxy=(490,827,723,1170)
notice-item: ۱۶- آقای سلطانمراد شایوری ششدانگ یک قطعه زمین مزروعی از پلاک ۱۹۶۸ بمساحت ۱۱۲۲۰/۳۹ مترمربع xyxy=(729,583,963,601)
ad-veteran-loan: خرید وام جانبازی حتی اگر نوبت شما نرسیده باشد غ ت ۱۷-۱۴۰۴/۱/۳۰ ۰۹۱۹۱۴۸۲۰۳۹-۰۹۱۲۶۵۳۱۴۰۸ xyxy=(4,281,241,344)
phone: ۰۹۲۰۲۲۲۳۳۳۷ xyxy=(317,710,412,727)
notice-item: ۲۵- آقای علی حیدری ششدانگ یک قطعه زمین مزروعی از پلاک ۲۰۵۰ بمساحت ۵۸۲۶/۹۰ مترمربع xyxy=(729,754,963,772)
notice-item: ۱۳- آقای مهدی حسین پور ششدانگ یک قطعه زمین مزروعی از پلاک ۱۹۶۸ بمساحت ۳۱۱۳۵/۳۹ مترمربع xyxy=(729,526,963,544)
phone: ۷۷۷۲۷۷۸۰ _ ۰۹۹۰۴۴۰۵۵۴۹ xyxy=(64,1247,181,1258)
phone: ۷۷۷۲۷۷۸۰ _ ۰۹۹۰۴۴۰۵۵۴۹ xyxy=(64,1168,181,1179)
ad-school-services: نیروی خدمات و آبدارچی آقا جهت کار در مدرسه تابعیت ایرانی سن حداکثر ۴۵ سال زیردیپلم حتما ساکن شهر تهران ، محل خواب نداریم با بیمه و حقوق وزارت کار غ ت ۳۷-۱۴۰۴/۲/۷ ۰۹۳۵۷۹۹۹۹۹۷ xyxy=(247,858,482,946)
ad-reception-female: کارمند خانم جهت پذیرش در نمایندگی تویوتا ۰۹۲۰۲۲۲۳۳۳۷ غ ت ۳۳-۱۴۰۴/۲/۶ xyxy=(247,516,482,585)
ad-code: غ ت ۳۱-۱۴۰۴/۲/۶ xyxy=(252,426,298,434)
ad-code: غ ت ۳۳-۱۴۰۴/۲/۶ xyxy=(252,573,298,581)
column-2 xyxy=(247,82,482,1237)
issue-dates xyxy=(64,29,194,68)
